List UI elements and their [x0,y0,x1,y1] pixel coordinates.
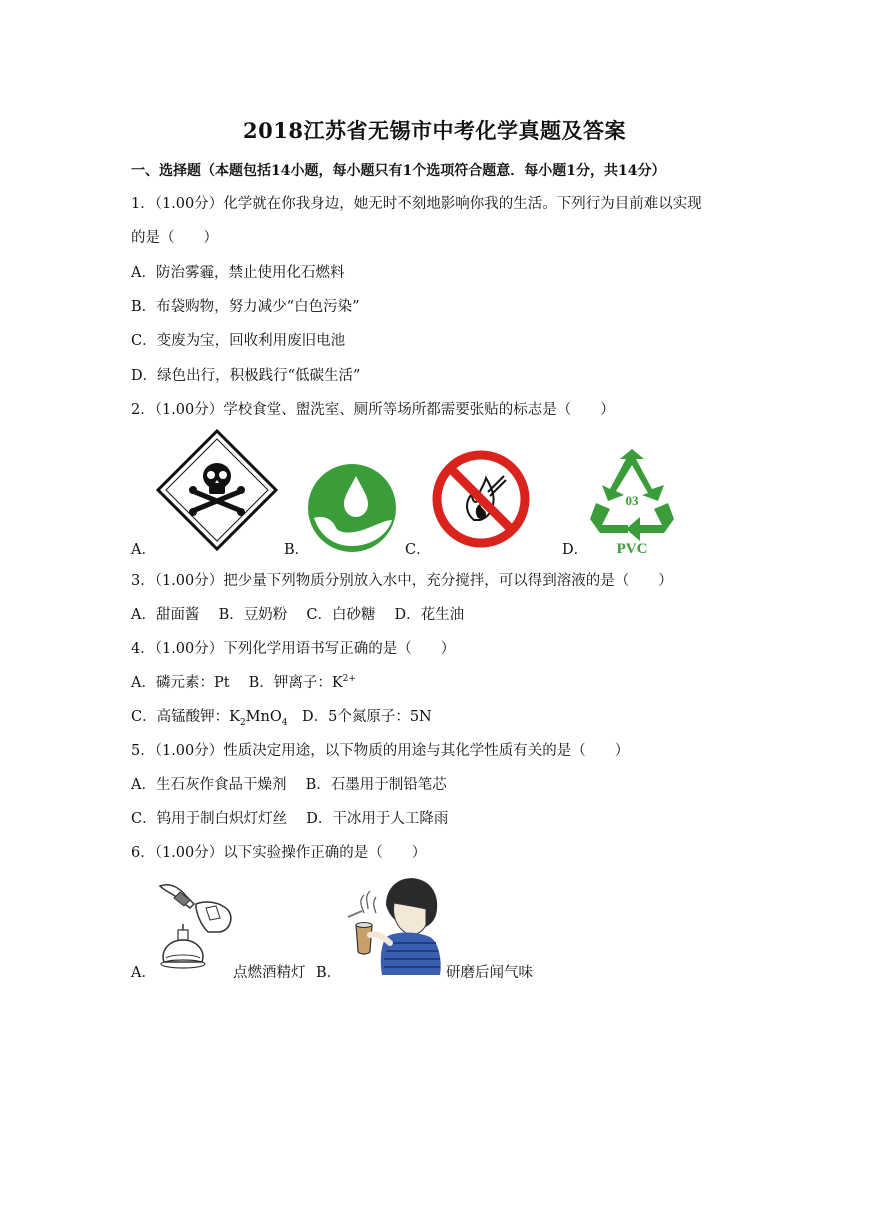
water-saving-sign-icon [306,462,398,554]
q5-stem: 5．（1.00分）性质决定用途，以下物质的用途与其化学性质有关的是（ ） [131,743,630,759]
q1-stem-line2: 的是（ ） [131,230,218,246]
q4-options-line2 [131,705,432,728]
section-heading: 一、选择题（本题包括14小题，每小题只有1个选项符合题意．每小题1分，共14分） [131,163,666,179]
q1-option-b: B．布袋购物，努力减少“白色污染” [131,299,360,315]
q6-option-a-label: A． [131,965,156,981]
q2-stem: 2．（1.00分）学校食堂、盥洗室、厕所等场所都需要张贴的标志是（ ） [131,402,615,418]
q4-option-d: D．5个氮原子：5N [301,709,432,725]
page-title: 2018江苏省无锡市中考化学真题及答案 [243,118,626,143]
toxic-sign-icon [155,428,279,552]
q4-option-b: B．钾离子：$K^{2+}$ [248,674,356,691]
q2-option-b-label: B． [284,542,310,558]
q1-option-d: D．绿色出行，积极践行“低碳生活” [131,368,361,384]
q5-options-line1: A．生石灰作食品干燥剂 B．石墨用于制铅笔芯 [131,777,447,793]
q6-stem: 6．（1.00分）以下实验操作正确的是（ ） [131,845,427,861]
recycle-number: 03 [625,493,639,508]
q1-option-c: C．变废为宝，回收利用废旧电池 [131,333,346,349]
q5-options-line2: C．钨用于制白炽灯灯丝 D．干冰用于人工降雨 [131,811,449,827]
q6-option-b-caption: 研磨后闻气味 [446,965,533,981]
q2-option-c-label: C． [405,542,431,558]
no-fire-sign-icon [430,448,532,550]
q3-options: A．甜面酱 B．豆奶粉 C．白砂糖 D．花生油 [131,607,465,623]
q1-option-a: A．防治雾霾，禁止使用化石燃料 [131,265,345,281]
q2-option-a-label: A． [131,542,156,558]
q4-option-c: C．高锰酸钾：$K_2MnO_4$ [131,709,288,728]
q3-stem: 3．（1.00分）把少量下列物质分别放入水中，充分搅拌，可以得到溶液的是（ ） [131,573,673,589]
q6-option-a-caption: 点燃酒精灯 [233,965,306,981]
q6-option-b-label: B． [316,965,342,981]
q4-option-a: A．磷元素：Pt [131,675,230,691]
q1-stem-line1: 1．（1.00分）化学就在你我身边，她无时不刻地影响你我的生活。下列行为目前难以实现 [131,196,702,212]
alcohol-lamp-illustration-icon [150,878,240,976]
q4-stem: 4．（1.00分）下列化学用语书写正确的是（ ） [131,641,456,657]
smelling-chemical-illustration-icon [336,867,444,975]
q2-option-d-label: D． [562,542,589,558]
recycle-pvc-sign-icon [582,445,682,557]
recycle-label: PVC [616,541,648,557]
q4-options-line1 [131,671,356,692]
